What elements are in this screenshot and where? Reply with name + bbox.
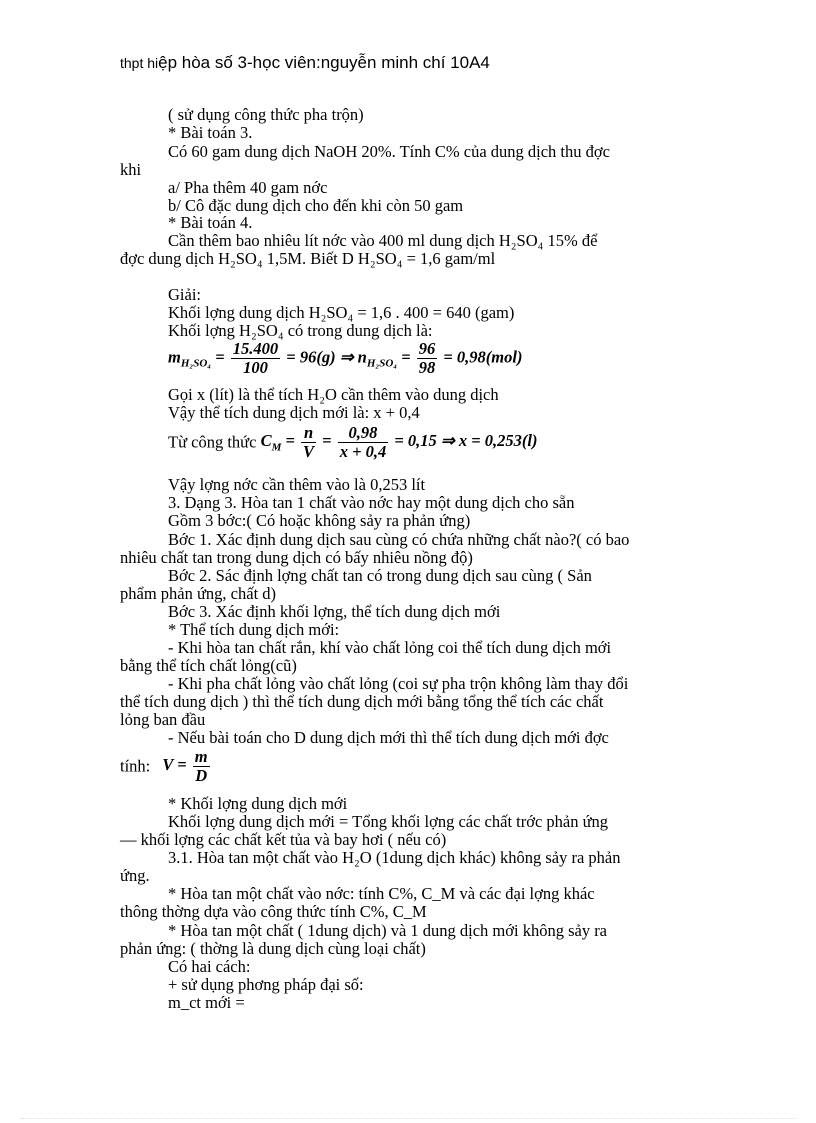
text-line: đợc dung dịch H₂SO₄ 1,5M. Biết D H₂SO₄ = 1,6 gam/ml	[120, 249, 496, 268]
text-line: - Khi hòa tan chất rắn, khí vào chất lỏng coi thể tích dung dịch mới	[168, 638, 612, 657]
text-line: Có hai cách:	[168, 957, 251, 976]
text-line: m_ct mới =	[168, 993, 245, 1012]
text-line: Khối lợng dung dịch mới = Tổng khối lợng các chất trớc phản ứng	[168, 812, 609, 831]
text-line: * Bài toán 4.	[168, 213, 253, 232]
text-line: thông thờng dựa vào công thức tính C%, C_M	[120, 902, 427, 921]
formula-h2so4-moles: $m_{H_2SO_4}$ = $\frac{15.400}{100}$ = 96(g) ⇒ $n_{H_2SO_4}$ = $\frac{96}{98}$ = 0,98(mol)	[168, 339, 523, 377]
text-line: Cần thêm bao nhiêu lít nớc vào 400 ml dung dịch H₂SO₄ 15% để	[168, 231, 598, 250]
text-line: * Thể tích dung dịch mới:	[168, 620, 340, 639]
text-line: Bớc 2. Sác định lợng chất tan có trong dung dịch sau cùng ( Sản	[168, 566, 592, 585]
formula-volume: tính: V = $\frac{m}{D}$	[120, 747, 208, 785]
fraction: $\frac{m}{D}$	[194, 747, 208, 785]
page-bottom-border	[20, 1118, 796, 1119]
header-text: ệp hòa số 3-học viên:nguyễn minh chí 10A4	[158, 53, 490, 72]
text-line: phẩm phản ứng, chất d)	[120, 584, 277, 603]
text-line: Bớc 1. Xác định dung dịch sau cùng có chứa những chất nào?( có bao	[168, 530, 630, 549]
page-header	[120, 53, 490, 73]
text-line: a/ Pha thêm 40 gam nớc	[168, 178, 328, 197]
text-line: * Bài toán 3.	[168, 123, 253, 142]
text-line: 3. Dạng 3. Hòa tan 1 chất vào nớc hay một dung dịch cho sẵn	[168, 493, 575, 512]
text-line: - Khi pha chất lỏng vào chất lỏng (coi sự pha trộn không làm thay đổi	[168, 674, 629, 693]
text-line: Giải:	[168, 285, 201, 304]
fraction: $\frac{0,98}{x + 0,4}$	[339, 423, 387, 461]
text-line: Gọi x (lít) là thể tích H₂O cần thêm vào dung dịch	[168, 385, 499, 404]
text-line: Gồm 3 bớc:( Có hoặc không sảy ra phản ứng)	[168, 511, 471, 530]
text-line: nhiêu chất tan trong dung dịch có bấy nhiêu nồng độ)	[120, 548, 473, 567]
text-line: 3.1. Hòa tan một chất vào H₂O (1dung dịch khác) không sảy ra phản	[168, 848, 621, 867]
header-prefix: thpt hi	[120, 55, 159, 71]
text-line: Vậy thể tích dung dịch mới là: x + 0,4	[168, 403, 420, 422]
text-line: ứng.	[120, 866, 150, 885]
text-line: khi	[120, 160, 142, 179]
text-line: Bớc 3. Xác định khối lợng, thể tích dung dịch mới	[168, 602, 501, 621]
text-line: lỏng ban đầu	[120, 710, 206, 729]
text-line: — khối lợng các chất kết tủa và bay hơi ( nếu có)	[120, 830, 447, 849]
text-line: + sử dụng phơng pháp đại số:	[168, 975, 364, 994]
text-line: bằng thể tích chất lỏng(cũ)	[120, 656, 297, 675]
text-line: Có 60 gam dung dịch NaOH 20%. Tính C% của dung dịch thu đợc	[168, 142, 610, 161]
text-line: ( sử dụng công thức pha trộn)	[168, 105, 364, 124]
fraction: $\frac{96}{98}$	[418, 339, 436, 377]
text-line: * Hòa tan một chất vào nớc: tính C%, C_M và các đại lợng khác	[168, 884, 595, 903]
formula-concentration: Từ công thức $C_M$ = $\frac{n}{V}$ = $\frac{0,98}{x + 0,4}$ = 0,15 ⇒ x = 0,253(l)	[168, 423, 538, 461]
text-line: phản ứng: ( thờng là dung dịch cùng loại chất)	[120, 939, 426, 958]
text-line: Vậy lợng nớc cần thêm vào là 0,253 lít	[168, 475, 426, 494]
fraction: $\frac{15.400}{100}$	[232, 339, 279, 377]
text-line: Khối lợng dung dịch H₂SO₄ = 1,6 . 400 = 640 (gam)	[168, 303, 515, 322]
text-line: thể tích dung dịch ) thì thể tích dung dịch mới bằng tổng thể tích các chất	[120, 692, 604, 711]
text-line: - Nếu bài toán cho D dung dịch mới thì thể tích dung dịch mới đợc	[168, 728, 609, 747]
text-line: b/ Cô đặc dung dịch cho đến khi còn 50 gam	[168, 196, 464, 215]
text-line: * Khối lợng dung dịch mới	[168, 794, 348, 813]
fraction: $\frac{n}{V}$	[303, 423, 315, 461]
text-line: * Hòa tan một chất ( 1dung dịch) và 1 dung dịch mới không sảy ra	[168, 921, 608, 940]
text-line: Khối lợng H₂SO₄ có trong dung dịch là:	[168, 321, 433, 340]
